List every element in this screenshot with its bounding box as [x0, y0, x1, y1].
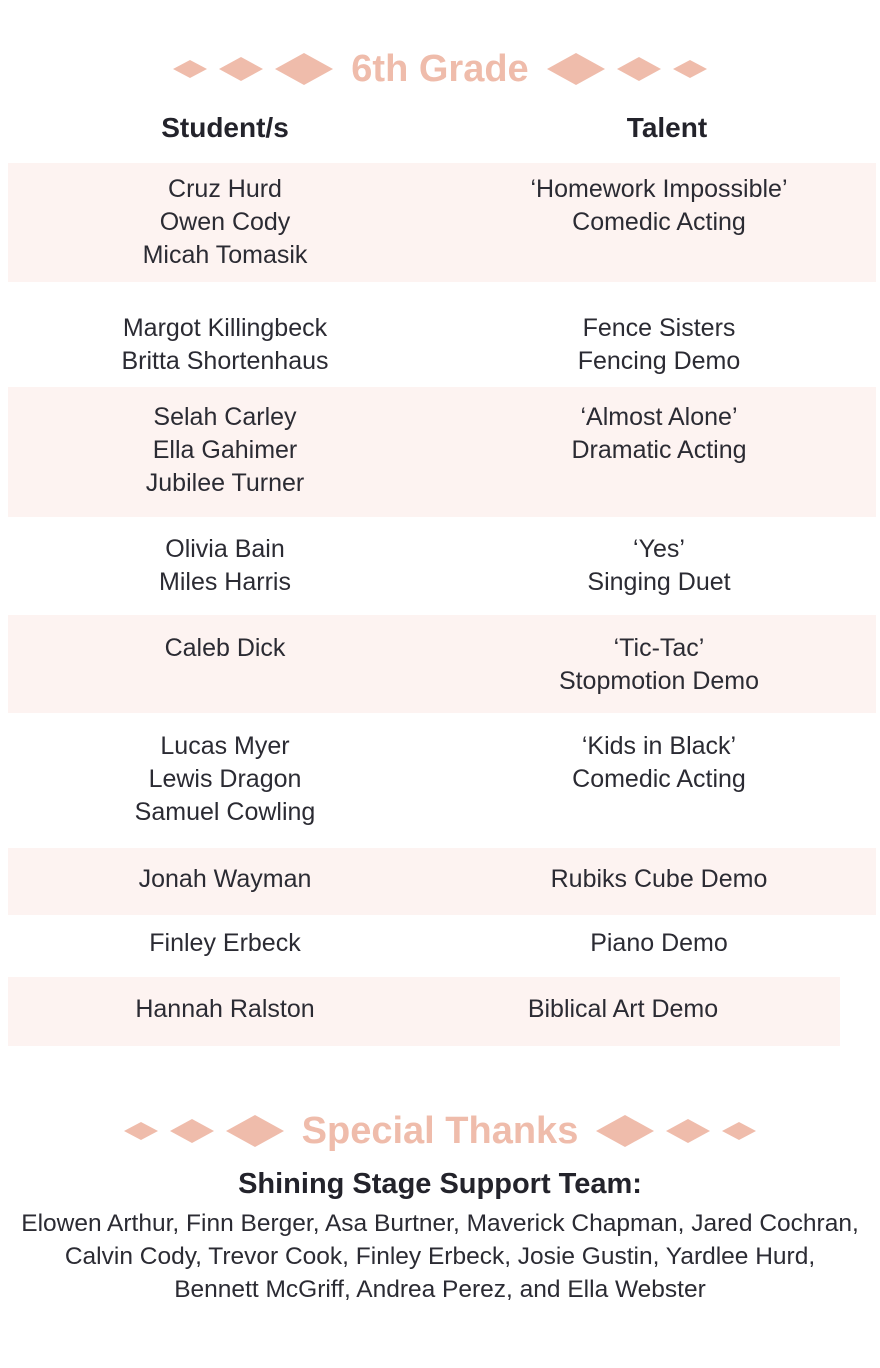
- student-name: Owen Cody: [159, 208, 291, 236]
- act-students: [8, 163, 442, 282]
- act-category: Singing Duet: [587, 568, 731, 596]
- act-row: [8, 848, 876, 915]
- diamond-icon: [219, 57, 263, 81]
- diamond-icon: [173, 60, 207, 78]
- talent-column-header: Talent: [626, 112, 708, 143]
- diamond-icon: [617, 57, 661, 81]
- diamond-icon: [275, 53, 333, 85]
- act-title: Piano Demo: [590, 929, 728, 957]
- act-students: [8, 915, 442, 977]
- student-name: Hannah Ralston: [135, 995, 315, 1023]
- diamond-icon: [124, 1122, 158, 1140]
- act-title: ‘Kids in Black’: [581, 732, 737, 760]
- diamond-ornament-left: [173, 53, 333, 85]
- student-name: Cruz Hurd: [168, 175, 282, 203]
- act-row: [8, 915, 876, 977]
- act-row: [8, 713, 876, 848]
- act-category: Stopmotion Demo: [558, 667, 760, 695]
- diamond-ornament-right: [596, 1115, 756, 1147]
- act-students: [8, 713, 442, 848]
- act-title: Fence Sisters: [582, 314, 736, 342]
- diamond-icon: [226, 1115, 284, 1147]
- student-name: Lucas Myer: [160, 732, 290, 760]
- act-row: [8, 163, 876, 282]
- act-talent: [442, 615, 876, 713]
- student-name: Jubilee Turner: [145, 469, 305, 497]
- act-category: Fencing Demo: [577, 347, 741, 375]
- act-category: Comedic Acting: [572, 208, 746, 236]
- act-students: [8, 387, 442, 517]
- act-talent: [442, 517, 876, 615]
- act-talent: [442, 302, 876, 387]
- act-talent: [442, 977, 840, 1046]
- support-team-names: Elowen Arthur, Finn Berger, Asa Burtner, Maverick Chapman, Jared Cochran, Calvin Cody, Trevor Cook, Finley Erbeck, Josie Gustin, Yardlee Hurd, Bennett McGriff, Andrea Perez, and Ella Webster: [21, 1210, 859, 1303]
- diamond-ornament-right: [547, 53, 707, 85]
- student-name: Miles Harris: [159, 568, 291, 596]
- support-team-label: Shining Stage Support Team:: [238, 1168, 642, 1200]
- diamond-icon: [722, 1122, 756, 1140]
- act-title: ‘Almost Alone’: [580, 403, 738, 431]
- act-talent: [442, 387, 876, 517]
- act-students: [8, 302, 442, 387]
- act-row: [8, 282, 876, 387]
- student-name: Micah Tomasik: [142, 241, 308, 269]
- act-title: ‘Homework Impossible’: [530, 175, 788, 203]
- student-name: Britta Shortenhaus: [121, 347, 329, 375]
- grade-title: 6th Grade: [351, 47, 529, 90]
- student-name: Ella Gahimer: [152, 436, 298, 464]
- act-students: [8, 848, 442, 915]
- student-name: Jonah Wayman: [138, 865, 312, 893]
- act-title: Rubiks Cube Demo: [550, 865, 768, 893]
- act-talent: [442, 713, 876, 848]
- act-students: [8, 517, 442, 615]
- student-name: Selah Carley: [153, 403, 297, 431]
- diamond-icon: [673, 60, 707, 78]
- diamond-icon: [596, 1115, 654, 1147]
- act-category: Dramatic Acting: [571, 436, 747, 464]
- column-headers: [0, 112, 880, 158]
- act-title: ‘Tic-Tac’: [613, 634, 705, 662]
- act-students: [8, 615, 442, 713]
- acts-table: [8, 163, 876, 1046]
- act-row: [8, 517, 876, 615]
- student-name: Finley Erbeck: [149, 929, 301, 957]
- grade-heading: [0, 46, 880, 92]
- diamond-icon: [666, 1119, 710, 1143]
- act-title: ‘Yes’: [633, 535, 685, 563]
- diamond-icon: [547, 53, 605, 85]
- special-thanks-heading: [0, 1108, 880, 1154]
- student-name: Margot Killingbeck: [122, 314, 328, 342]
- students-column-header: Student/s: [161, 112, 289, 143]
- diamond-ornament-left: [124, 1115, 284, 1147]
- act-talent: [442, 915, 876, 977]
- act-talent: [442, 848, 876, 915]
- diamond-icon: [170, 1119, 214, 1143]
- act-row: [8, 615, 876, 713]
- act-talent: [442, 163, 876, 282]
- act-title: Biblical Art Demo: [527, 995, 719, 1023]
- student-name: Lewis Dragon: [148, 765, 302, 793]
- act-row: [8, 387, 876, 517]
- student-name: Caleb Dick: [164, 634, 286, 662]
- act-students: [8, 977, 442, 1046]
- act-row: [8, 977, 840, 1046]
- act-category: Comedic Acting: [572, 765, 746, 793]
- special-thanks-title: Special Thanks: [301, 1109, 579, 1152]
- student-name: Samuel Cowling: [134, 798, 316, 826]
- student-name: Olivia Bain: [165, 535, 285, 563]
